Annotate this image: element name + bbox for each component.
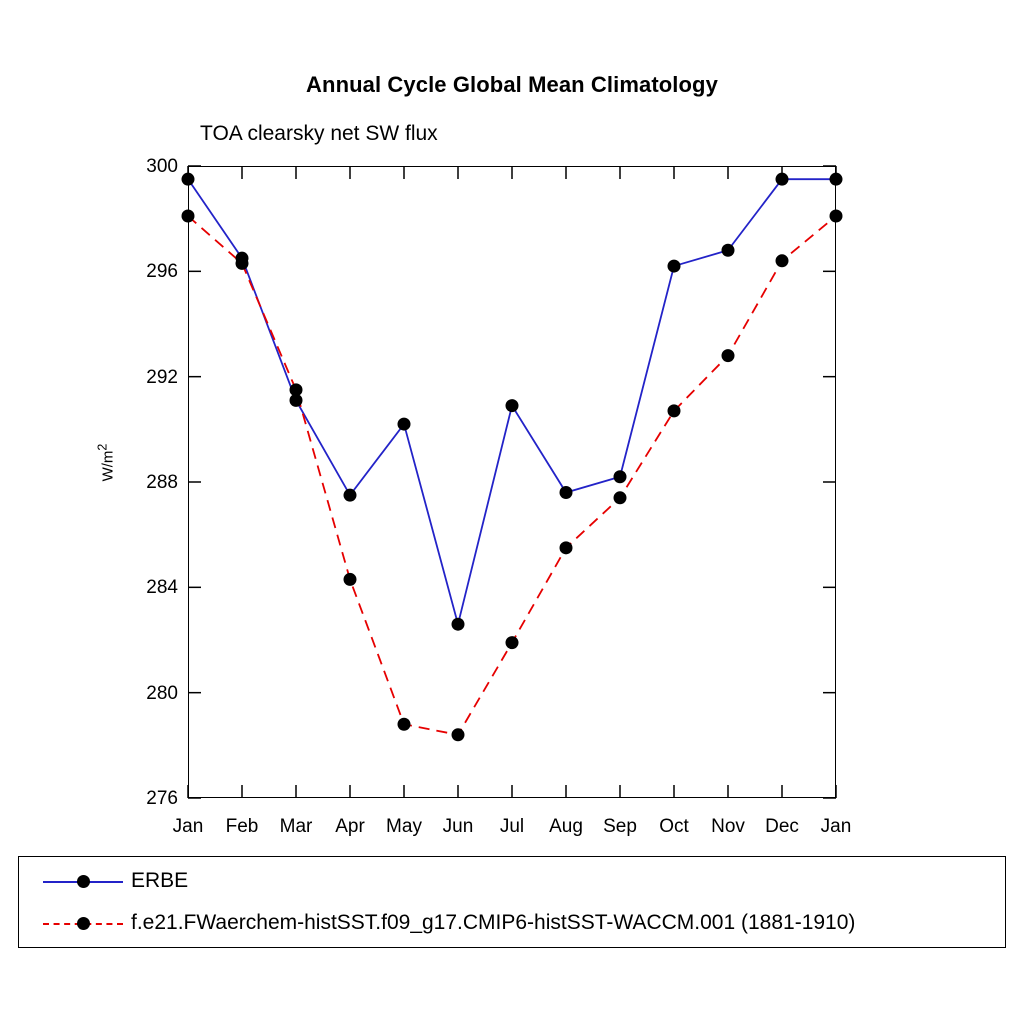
y-axis-label-text: W/m bbox=[99, 450, 117, 482]
chart-title: Annual Cycle Global Mean Climatology bbox=[306, 72, 718, 97]
y-tick-label: 276 bbox=[146, 788, 178, 809]
x-tick-label: Aug bbox=[549, 816, 583, 837]
legend-label: ERBE bbox=[131, 869, 189, 892]
y-tick-label: 288 bbox=[146, 472, 178, 493]
legend-label: f.e21.FWaerchem-histSST.f09_g17.CMIP6-histSST-WACCM.001 (1881-1910) bbox=[131, 911, 856, 934]
legend-marker-dot bbox=[77, 917, 90, 930]
x-tick-label: Jun bbox=[442, 816, 474, 837]
x-tick-label: Jan bbox=[172, 816, 204, 837]
plot-area bbox=[188, 166, 836, 798]
y-tick-label: 300 bbox=[146, 156, 178, 177]
legend-marker-dot bbox=[77, 875, 90, 888]
x-tick-label: Oct bbox=[659, 816, 689, 837]
x-tick-label: Jan bbox=[820, 816, 852, 837]
y-tick-label: 296 bbox=[146, 261, 178, 283]
legend-item-0[interactable] bbox=[19, 859, 1005, 905]
chart-legend bbox=[18, 856, 1006, 948]
x-tick-label: May bbox=[386, 816, 422, 837]
x-tick-label: Jul bbox=[499, 816, 525, 837]
x-tick-label: Sep bbox=[603, 816, 637, 837]
y-axis-label-exponent: 2 bbox=[95, 443, 110, 451]
y-tick-label: 284 bbox=[146, 577, 178, 599]
y-axis-label bbox=[96, 443, 117, 483]
legend-item-1[interactable] bbox=[19, 901, 1005, 947]
y-tick-label: 292 bbox=[146, 366, 178, 388]
y-tick-label: 280 bbox=[146, 682, 178, 704]
x-tick-label: Feb bbox=[225, 816, 259, 837]
chart-subtitle: TOA clearsky net SW flux bbox=[200, 122, 438, 145]
x-tick-label: Apr bbox=[335, 816, 365, 837]
x-tick-label: Nov bbox=[711, 816, 745, 837]
x-tick-label: Mar bbox=[279, 816, 313, 837]
x-tick-label: Dec bbox=[765, 816, 799, 837]
